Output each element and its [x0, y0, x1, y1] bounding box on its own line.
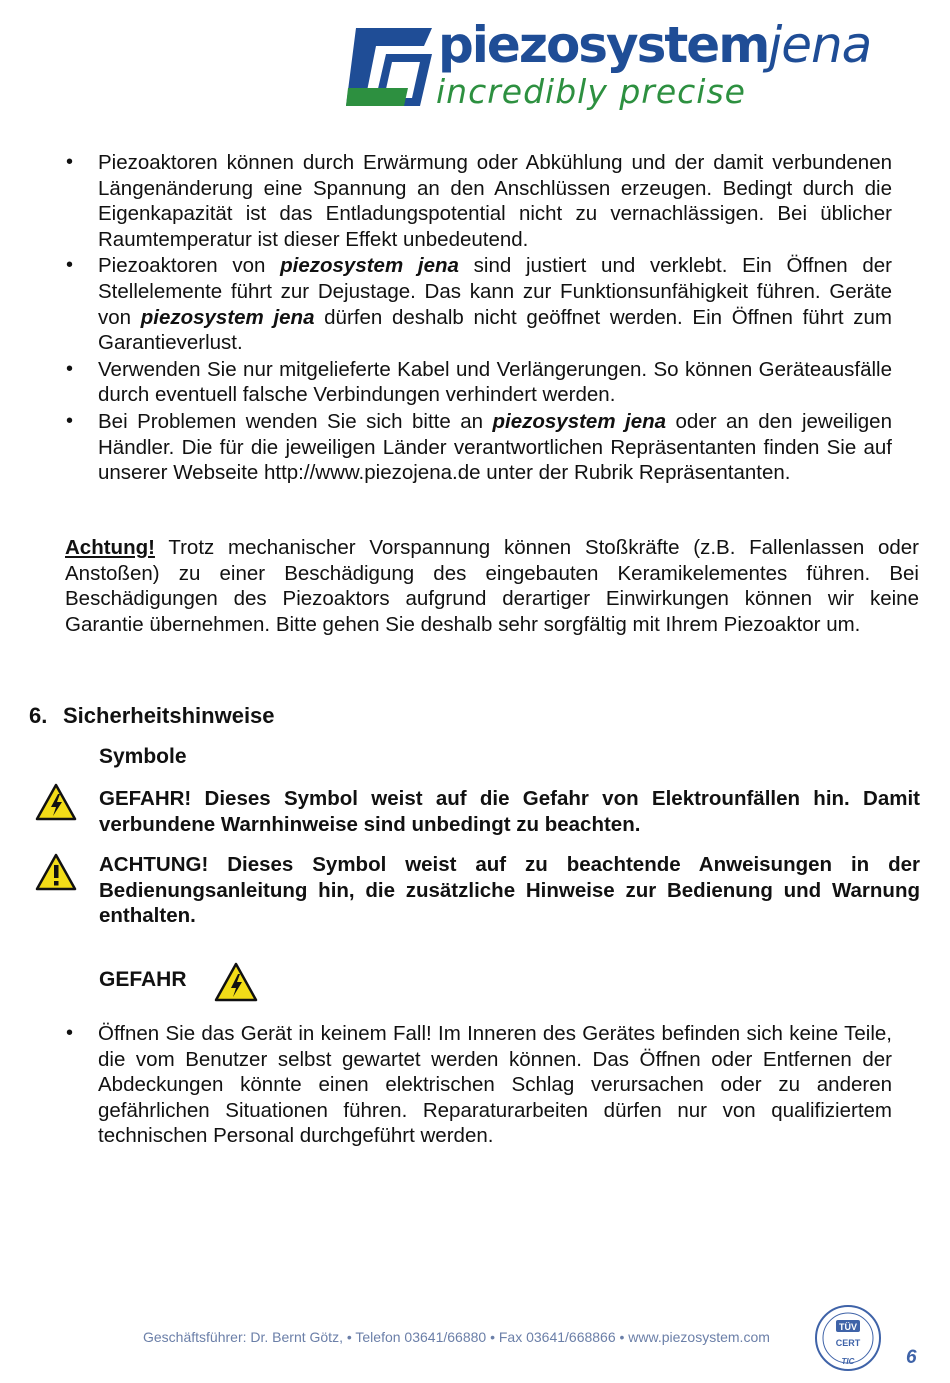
achtung-lead: Achtung! [65, 536, 155, 559]
footer-contact: Geschäftsführer: Dr. Bernt Götz, • Telefon 03641/66880 • Fax 03641/668866 • www.piezosystem.com [143, 1329, 770, 1345]
high-voltage-warning-icon [214, 962, 258, 1002]
list-item [66, 253, 892, 355]
logo-slogan: incredibly precise [436, 72, 746, 111]
tuv-certificate-badge-icon [812, 1304, 884, 1372]
list-item [66, 409, 892, 486]
brand-name: piezosystem jena [140, 305, 315, 329]
logo-mark-icon [346, 28, 432, 106]
high-voltage-warning-icon [35, 783, 77, 821]
danger-heading: GEFAHR [99, 968, 187, 991]
svg-text:TÜV: TÜV [839, 1322, 857, 1332]
list-item-text: oder an den jeweiligen Händler. Die für die jeweiligen Länder verantwortlichen Repräsentanten finden Sie auf unserer Webseite http://www.piezojena.de unter der Rubrik Repräsentanten. [98, 409, 892, 485]
danger-list [66, 1021, 892, 1149]
logo-wordmark: piezosystemjena [438, 16, 872, 74]
exclamation-warning-icon [35, 853, 77, 891]
svg-text:CERT: CERT [835, 1338, 861, 1348]
achtung-text: Trotz mechanischer Vorspannung können Stoßkräfte (z.B. Fallenlassen oder Anstoßen) zu einer Beschädigung des eingebauten Keramikelementes führen. Bei Beschädigungen des Piezoaktors aufgrund derartiger Einwirkungen können wir keine Garantie übernehmen. Bitte gehen Sie deshalb sehr sorgfältig mit Ihrem Piezoaktor um. [65, 536, 919, 636]
list-item-text: Piezoaktoren können durch Erwärmung oder Abkühlung und der damit verbundenen Längenänderung eine Spannung an den Anschlüssen erzeugen. Bedingt durch die Eigenkapazität ist das Entladungspotential nicht zu vernachlässigen. Bei üblicher Raumtemperatur ist dieser Effekt unbedeutend. [98, 151, 892, 251]
list-item [66, 150, 892, 252]
list-item: • Öffnen Sie das Gerät in keinem Fall! Im Inneren des Gerätes befinden sich keine Teile, die vom Benutzer selbst gewartet werden können. Das Öffnen oder Entfernen der Abdeckungen könnte einen elektrischen Schlag verursachen oder zu anderen gefährlichen Situationen führen. Reparaturarbeiten dürfen nur von qualifiziertem technischen Personal durchgeführt werden. [66, 1021, 892, 1149]
list-item-text: Piezoaktoren von [98, 254, 281, 278]
list-item-text: Verwenden Sie nur mitgelieferte Kabel und Verlängerungen. So können Geräteausfälle durch eventuell falsche Verbindungen verhindert werden. [98, 357, 892, 407]
section-heading: 6. Sicherheitshinweise [29, 703, 275, 728]
list-item-text: sind justiert und verklebt. Ein Öffnen der Stellelemente führt zur Dejustage. Das kann zur Funktionsunfähigkeit führen. Geräte von [98, 254, 892, 329]
list-item [66, 357, 892, 408]
company-logo [346, 16, 922, 112]
brand-name: piezosystem jena [280, 254, 459, 278]
page-number: 6 [906, 1347, 917, 1368]
brand-name: piezosystem jena [492, 409, 667, 433]
list-item-text: Bei Problemen wenden Sie sich bitte an [98, 409, 493, 433]
symbol-caution-text: ACHTUNG! Dieses Symbol weist auf zu beachtende Anweisungen in der Bedienungsanleitung hin, die zusätzliche Hinweise zur Bedienung und Warnung enthalten. [99, 853, 920, 928]
symbols-heading: Symbole [99, 745, 187, 768]
notes-list [66, 150, 892, 487]
svg-text:TIC: TIC [841, 1357, 855, 1366]
symbol-danger-text: GEFAHR! Dieses Symbol weist auf die Gefahr von Elektrounfällen hin. Damit verbundene Warnhinweise sind unbedingt zu beachten. [99, 787, 920, 836]
list-item-text: dürfen deshalb nicht geöffnet werden. Ein Öffnen führt zum Garantieverlust. [98, 305, 893, 355]
achtung-paragraph [65, 535, 919, 637]
